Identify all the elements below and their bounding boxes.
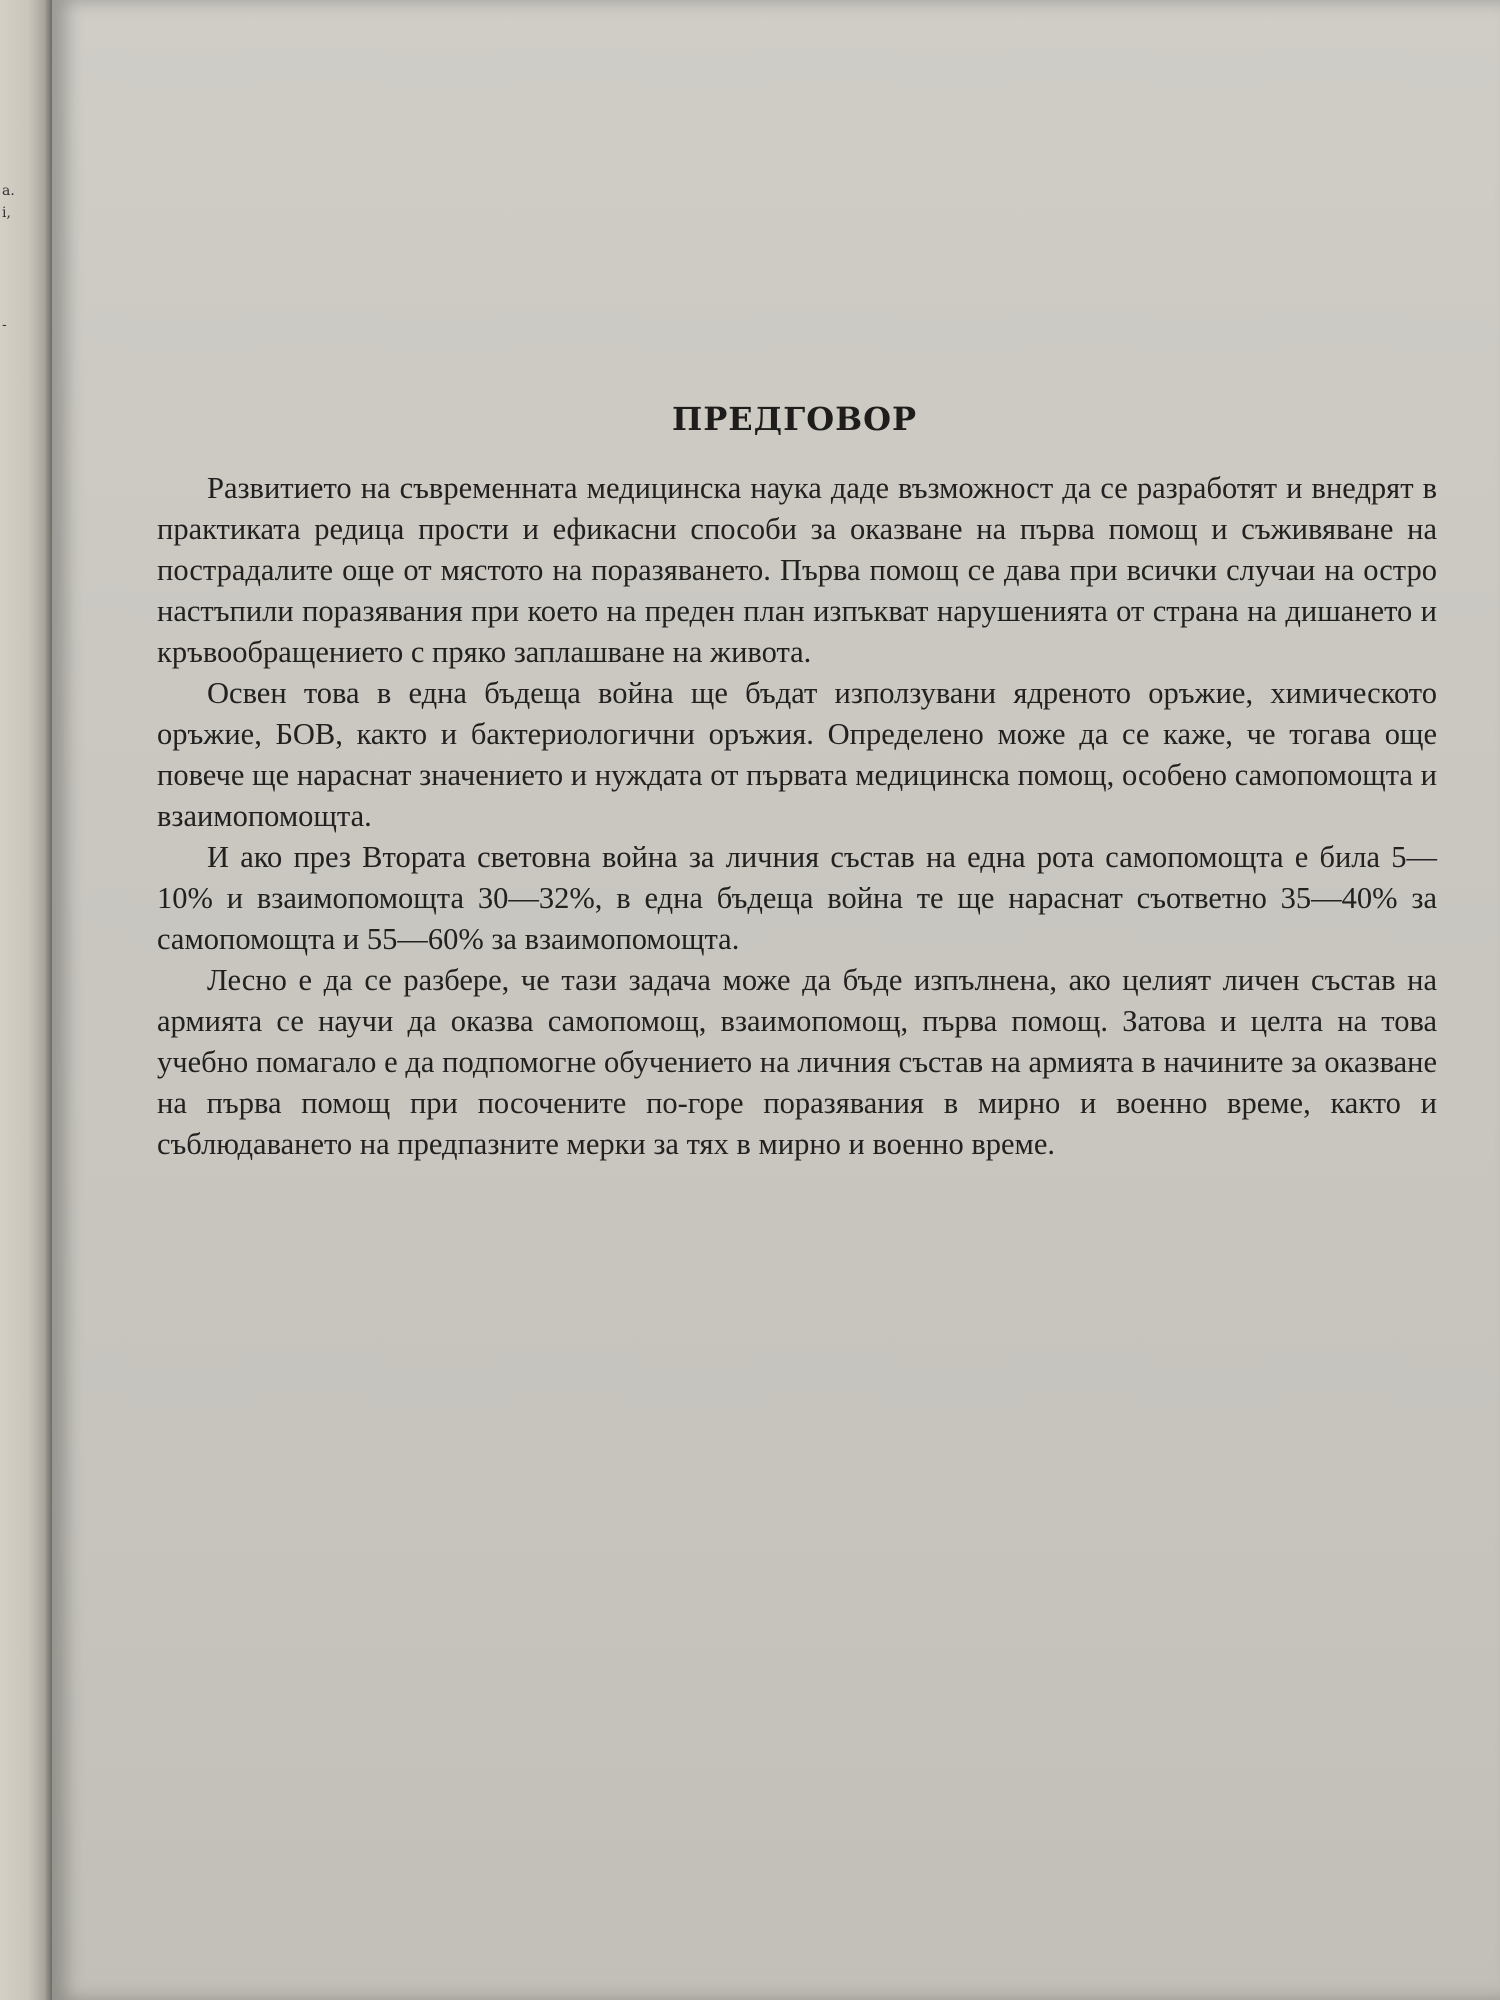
left-page-fragments [2,180,16,336]
paragraph: Развитието на съвременната медицинска наука даде възможност да се разработят и внедрят в практиката редица прости и ефикасни способи за оказване на първа помощ и съживяване на пострадалите още от мястото на поразяването. Първа помощ се дава при всички случаи на остро настъпили поразявания при което на преден план изпъкват нарушенията от страна на дишането и кръвообращението с пряко заплашване на живота. [157,471,1437,669]
left-page-fragment: а. [2,183,15,199]
paragraph: И ако през Втората световна война за личния състав на една рота самопомощта е била 5—10% и взаимопомощта 30—32%, в една бъдеща война те ще нараснат съответно 35—40% за самопомощта и 55—60% за взаимопомощта. [157,840,1437,956]
left-page-edge [0,0,52,2000]
left-page-fragment: - [2,317,7,333]
paragraph: Лесно е да се разбере, че тази задача може да бъде изпълнена, ако целият личен състав на армията се научи да оказва самопомощ, взаимопомощ, първа помощ. Затова и целта на това учебно помагало е да подпомогне обучението на личния състав на армията в начините за оказване на първа помощ при посочените по-горе поразявания в мирно и военно време, както и съблюдаването на предпазните мерки за тях в мирно и военно време. [157,963,1437,1161]
body-text [157,468,1437,1165]
page-heading: ПРЕДГОВОР [672,400,918,438]
book-page [52,0,1500,2000]
paragraph: Освен това в една бъдеща война ще бъдат използувани ядреното оръжие, химическото оръжие, БОВ, както и бактериологични оръжия. Определено може да се каже, че тогава още повече ще нараснат значението и нуждата от първата медицинска помощ, особено самопомощта и взаимопомощта. [157,676,1437,833]
left-page-fragment: і, [2,205,11,221]
